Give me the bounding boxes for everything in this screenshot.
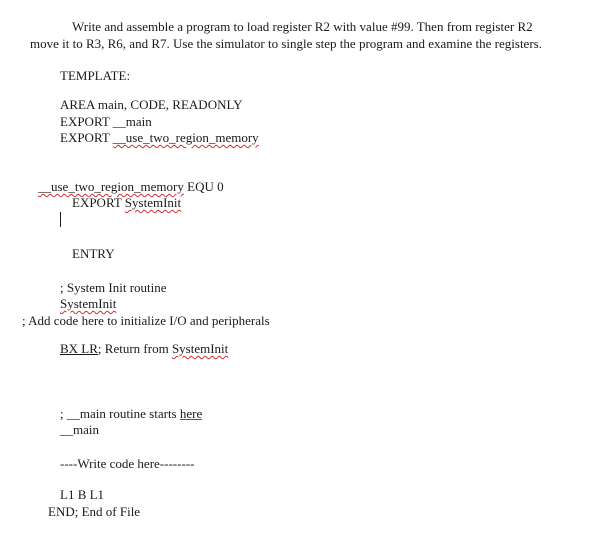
code-area-directive: AREA main, CODE, READONLY [60,97,243,112]
bx-lr-instruction: BX LR [60,341,98,356]
main-comment-text: ; __main routine starts [60,406,177,421]
return-symbol: SystemInit [171,341,229,356]
intro-line-1: Write and assemble a program to load register R2 with value #99. Then from register R2 [72,19,533,34]
main-comment-here: here [179,406,203,421]
code-end-directive: END; End of File [48,504,141,519]
code-equ-line [38,179,224,195]
text-cursor [60,212,61,227]
code-export-memory [60,130,259,146]
export-keyword: EXPORT [72,195,122,210]
code-sysinit-label: SystemInit [60,296,117,311]
intro-line-2: move it to R3, R6, and R7. Use the simulator to single step the program and examine the registers. [30,36,542,51]
code-entry: ENTRY [72,246,115,261]
code-export-systeminit [72,195,181,211]
code-bx-lr-line [60,341,228,357]
code-sysinit-comment: ; System Init routine [60,280,167,295]
export-systeminit-symbol: SystemInit [124,195,182,210]
code-write-code-placeholder: ----Write code here-------- [60,456,195,471]
equ-symbol: __use_two_region_memory [38,179,184,194]
code-add-code-comment: ; Add code here to initialize I/O and peripherals [22,313,270,328]
export-keyword: EXPORT [60,114,110,129]
return-comment-prefix: ; Return from [97,341,169,356]
code-loop-instruction: L1 B L1 [60,487,105,502]
code-export-main [60,114,152,130]
export-keyword: EXPORT [60,130,110,145]
equ-value: EQU 0 [187,179,224,194]
code-main-comment [60,406,202,422]
export-memory-symbol: __use_two_region_memory [112,130,259,145]
export-main-symbol: __main [112,114,152,129]
template-heading: TEMPLATE: [60,68,131,83]
code-main-label: __main [60,422,99,437]
